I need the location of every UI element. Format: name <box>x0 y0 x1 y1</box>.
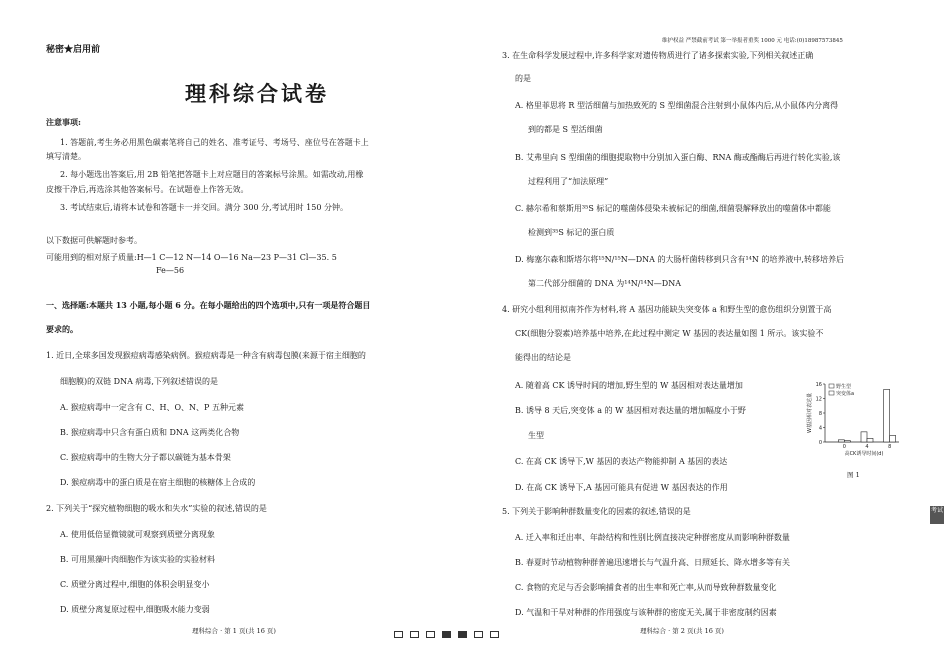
data-intro: 以下数据可供解题时参考。 <box>46 236 142 245</box>
question-1-option: A. 猴痘病毒中一定含有 C、H、O、N、P 五种元素 <box>60 403 244 412</box>
question-3-option: 到的都是 S 型活细菌 <box>528 125 603 134</box>
question-3-stem: 的是 <box>515 74 531 83</box>
bar-mutant <box>844 441 850 442</box>
question-5-option: D. 气温和干旱对种群的作用强度与该种群的密度无关,属于非密度制约因素 <box>515 608 777 617</box>
section-heading: 一、选择题:本题共 13 小题,每小题 6 分。在每小题给出的四个选项中,只有一项是符合题目 <box>46 300 371 310</box>
figure-caption: 图 1 <box>847 471 860 479</box>
question-1-option: C. 猴痘病毒中的生物大分子都以碳链为基本骨架 <box>60 453 231 462</box>
question-5-option: C. 食物的充足与否会影响捕食者的出生率和死亡率,从而导致种群数量变化 <box>515 583 777 592</box>
question-3-option: C. 赫尔希和蔡斯用³⁵S 标记的噬菌体侵染未被标记的细菌,细菌裂解释放出的噬菌体中都能 <box>515 204 831 213</box>
notice-title: 注意事项: <box>46 117 81 127</box>
question-4-stem: 4. 研究小组利用拟南芥作为材料,将 A 基因功能缺失突变体 a 和野生型的愈伤组织分别置于高 <box>502 305 832 314</box>
y-axis-label: W基因相对表达量 <box>807 393 813 433</box>
x-axis-label: 高CK诱导时间(d) <box>844 451 884 457</box>
question-5-stem: 5. 下列关于影响种群数量变化的因素的叙述,错误的是 <box>502 507 691 516</box>
bar-wildtype <box>861 432 867 442</box>
question-4-option: 生型 <box>528 431 544 440</box>
question-3-option: 第二代部分细菌的 DNA 为¹⁴N/¹⁴N—DNA <box>528 279 681 288</box>
figure-1-chart <box>803 376 903 464</box>
notice-line: 3. 考试结束后,请将本试卷和答题卡一并交回。满分 300 分,考试用时 150 分钟。 <box>60 203 348 212</box>
question-1-option: B. 猴痘病毒中只含有蛋白质和 DNA 这两类化合物 <box>60 428 240 437</box>
page-footer-left: 理科综合 · 第 1 页(共 16 页) <box>192 627 276 635</box>
x-tick-label: 4 <box>865 444 869 450</box>
legend-swatch <box>829 391 834 395</box>
page-title: 理科综合试卷 <box>185 81 329 106</box>
page-dot-active[interactable] <box>458 631 467 638</box>
question-2-option: B. 可用黑藻叶肉细胞作为该实验的实验材料 <box>60 555 215 564</box>
question-4-option: B. 诱导 8 天后,突变体 a 的 W 基因相对表达量的增加幅度小于野 <box>515 406 746 415</box>
secret-label: 秘密★启用前 <box>46 45 101 55</box>
question-5-option: A. 迁入率和迁出率、年龄结构和性别比例直接决定种群密度从而影响种群数量 <box>515 533 790 542</box>
page-dot[interactable] <box>426 631 435 638</box>
question-2-option: C. 质壁分离过程中,细胞的体积会明显变小 <box>60 580 210 589</box>
question-4-stem: CK(细胞分裂素)培养基中培养,在此过程中测定 W 基因的表达量如图 1 所示。该实验不 <box>515 329 824 338</box>
question-2-stem: 2. 下列关于“探究植物细胞的吸水和失水”实验的叙述,错误的是 <box>46 504 267 513</box>
atomic-mass-line: Fe—56 <box>156 266 185 275</box>
question-3-option: D. 梅塞尔森和斯塔尔将¹⁵N/¹⁵N—DNA 的大肠杆菌转移到只含有¹⁴N 的培养液中,转移培养后 <box>515 255 844 264</box>
question-3-option: A. 格里菲思将 R 型活细菌与加热致死的 S 型细菌混合注射到小鼠体内后,从小鼠体内分离得 <box>515 101 839 110</box>
question-1-option: D. 猴痘病毒中的蛋白质是在宿主细胞的核糖体上合成的 <box>60 478 256 487</box>
question-3-stem: 3. 在生命科学发展过程中,许多科学家对遗传物质进行了诸多探索实验,下列相关叙述正确 <box>502 51 814 60</box>
page-dot[interactable] <box>410 631 419 638</box>
legend-label: 野生型 <box>836 384 852 390</box>
page-dot[interactable] <box>394 631 403 638</box>
question-5-option: B. 春夏时节动植物种群普遍迅速增长与气温升高、日照延长、降水增多等有关 <box>515 558 790 567</box>
y-tick-label: 16 <box>815 382 822 388</box>
notice-line: 1. 答题前,考生务必用黑色碳素笔将自己的姓名、准考证号、考场号、座位号在答题卡上 <box>60 138 369 147</box>
y-tick-label: 12 <box>815 396 822 403</box>
question-4-option: D. 在高 CK 诱导下,A 基因可能具有促进 W 基因表达的作用 <box>515 483 728 492</box>
atomic-mass-line: 可能用到的相对原子质量:H—1 C—12 N—14 O—16 Na—23 P—31 Cl—35. 5 <box>46 253 337 262</box>
section-heading: 要求的。 <box>46 324 78 334</box>
side-tab[interactable]: 考试 <box>930 506 944 524</box>
notice-line: 皮擦干净后,再选涂其他答案标号。在试题卷上作答无效。 <box>46 185 249 194</box>
question-3-option: 过程利用了“加法原理” <box>528 177 609 186</box>
bar-mutant <box>867 438 873 442</box>
y-tick-label: 0 <box>818 440 822 446</box>
question-2-option: A. 使用低倍显微镜就可观察到质壁分离现象 <box>60 530 215 539</box>
question-4-option: C. 在高 CK 诱导下,W 基因的表达产物能抑制 A 基因的表达 <box>515 457 728 466</box>
question-1-stem: 细胞膜)的双链 DNA 病毒,下列叙述错误的是 <box>60 377 218 386</box>
page-dot[interactable] <box>474 631 483 638</box>
bar-mutant <box>890 435 896 442</box>
question-3-option: 检测到³⁵S 标记的蛋白质 <box>528 228 615 237</box>
page-dot[interactable] <box>490 631 499 638</box>
x-tick-label: 0 <box>842 444 846 450</box>
bar-wildtype <box>838 440 844 442</box>
bar-wildtype <box>884 389 890 442</box>
legend-swatch <box>829 384 834 388</box>
question-3-option: B. 艾弗里向 S 型细菌的细胞提取物中分别加入蛋白酶、RNA 酶或酯酶后再进行转化实验,该 <box>515 153 841 162</box>
page-header-right: 维护权益 严禁截前考试 第一举报者重奖 1000 元 电话:(0)18987573845 <box>662 38 843 44</box>
page-indicator[interactable] <box>394 624 506 643</box>
notice-line: 2. 每小题选出答案后,用 2B 铅笔把答题卡上对应题目的答案标号涂黑。如需改动,用橡 <box>60 170 364 179</box>
notice-line: 填写清楚。 <box>46 152 86 161</box>
question-4-option: A. 随着高 CK 诱导时间的增加,野生型的 W 基因相对表达量增加 <box>515 381 743 390</box>
y-tick-label: 4 <box>818 425 822 432</box>
page-dot-active[interactable] <box>442 631 451 638</box>
legend-label: 突变体a <box>836 391 855 397</box>
question-2-option: D. 质壁分离复原过程中,细胞吸水能力变弱 <box>60 605 210 614</box>
question-4-stem: 能得出的结论是 <box>515 353 571 362</box>
question-1-stem: 1. 近日,全球多国发现猴痘病毒感染病例。猴痘病毒是一种含有病毒包膜(来源于宿主细胞的 <box>46 351 366 360</box>
page-footer-right: 理科综合 · 第 2 页(共 16 页) <box>640 627 724 635</box>
y-tick-label: 8 <box>818 411 822 417</box>
chart-plot-area <box>806 382 899 457</box>
x-tick-label: 8 <box>888 444 892 450</box>
